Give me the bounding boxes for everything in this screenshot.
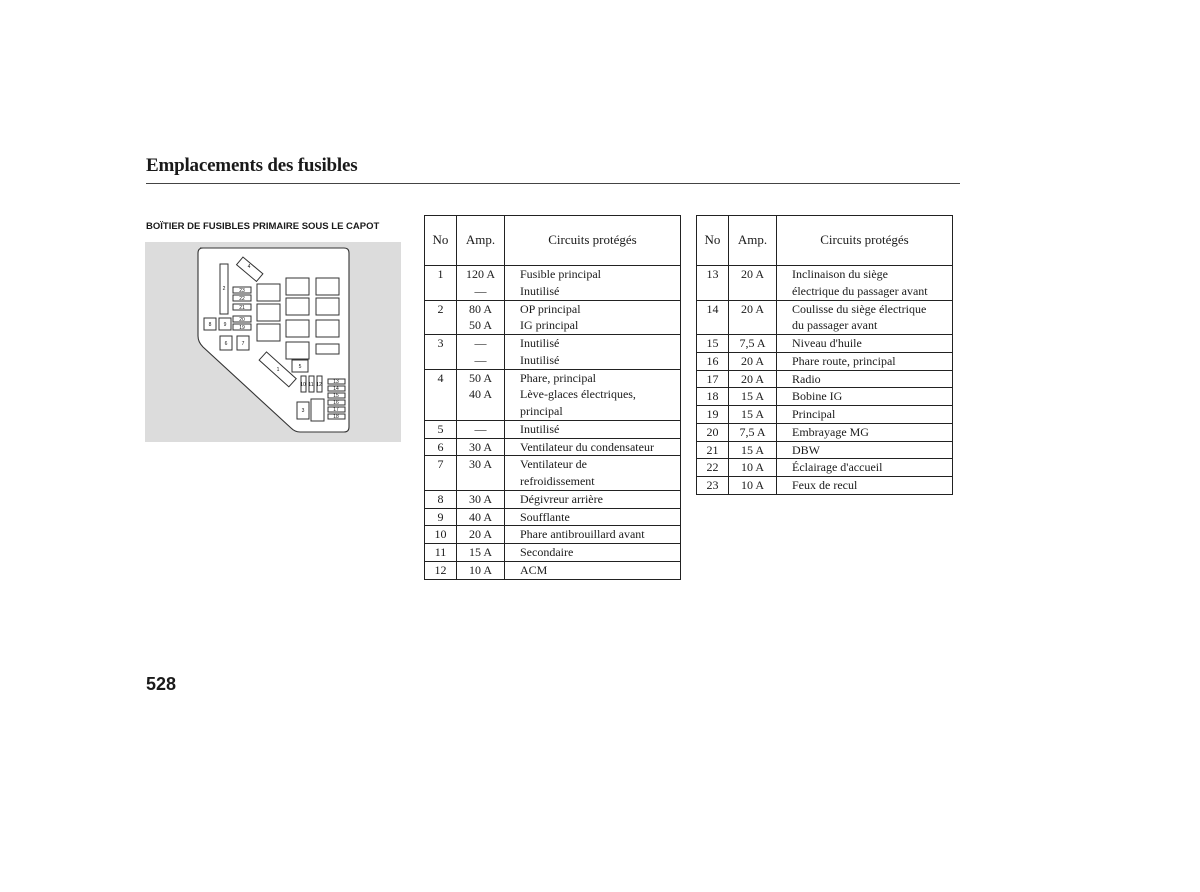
table-row xyxy=(425,386,681,403)
amperage-cell: 20 A xyxy=(729,266,777,283)
col-header-circuits: Circuits protégés xyxy=(777,216,953,266)
circuit-cell: Fusible principal xyxy=(505,266,681,283)
fuse-label: 21 xyxy=(239,305,245,311)
amperage-cell: 40 A xyxy=(457,508,505,526)
circuit-cell: électrique du passager avant xyxy=(777,283,953,300)
fuse-number-cell: 17 xyxy=(697,370,729,388)
table-row xyxy=(697,317,953,334)
fuse-label: 9 xyxy=(223,322,227,328)
amperage-cell: 15 A xyxy=(729,441,777,459)
fuse-label: 23 xyxy=(239,288,245,294)
circuit-cell: ACM xyxy=(505,561,681,579)
page-title: Emplacements des fusibles xyxy=(146,155,358,176)
circuit-cell: Inclinaison du siège xyxy=(777,266,953,283)
col-header-amp: Amp. xyxy=(457,216,505,266)
amperage-cell: 20 A xyxy=(729,300,777,317)
fuse-number-cell: 9 xyxy=(425,508,457,526)
table-row xyxy=(425,300,681,317)
table-row xyxy=(697,441,953,459)
col-header-no: No xyxy=(697,216,729,266)
amperage-cell: 20 A xyxy=(729,370,777,388)
fuse-label: 1 xyxy=(276,367,280,373)
fuse-number-cell: 23 xyxy=(697,477,729,495)
fuse-number-cell xyxy=(425,317,457,334)
table-row xyxy=(425,561,681,579)
col-header-circuits: Circuits protégés xyxy=(505,216,681,266)
table-row xyxy=(425,508,681,526)
fuse-label: 20 xyxy=(239,317,245,323)
amperage-cell xyxy=(457,403,505,420)
circuit-cell: refroidissement xyxy=(505,473,681,490)
circuit-cell: IG principal xyxy=(505,317,681,334)
table-row xyxy=(697,459,953,477)
circuit-cell: Phare antibrouillard avant xyxy=(505,526,681,544)
fuse-label: 18 xyxy=(333,414,339,420)
relay-block xyxy=(286,298,309,315)
fuse-number-cell: 18 xyxy=(697,388,729,406)
fuse-number-cell: 1 xyxy=(425,266,457,283)
fuse-box-diagram xyxy=(145,242,401,442)
circuit-cell: Lève-glaces électriques, xyxy=(505,386,681,403)
fuse-label: 10 xyxy=(300,382,306,388)
table-row xyxy=(425,526,681,544)
amperage-cell: — xyxy=(457,420,505,438)
fuse-number-cell: 16 xyxy=(697,352,729,370)
fuse-number-cell: 12 xyxy=(425,561,457,579)
col-header-no: No xyxy=(425,216,457,266)
table-row xyxy=(697,423,953,441)
section-subtitle: BOÏTIER DE FUSIBLES PRIMAIRE SOUS LE CAPOT xyxy=(146,221,380,232)
title-divider xyxy=(146,183,960,184)
amperage-cell: 50 A xyxy=(457,317,505,334)
fuse-number-cell: 15 xyxy=(697,335,729,353)
fuse-label: 16 xyxy=(333,400,339,406)
table-header-row xyxy=(697,216,953,266)
relay-block xyxy=(286,320,309,337)
circuit-cell: du passager avant xyxy=(777,317,953,334)
amperage-cell: 30 A xyxy=(457,490,505,508)
relay-block xyxy=(316,320,339,337)
fuse-table-left xyxy=(424,215,681,580)
amperage-cell xyxy=(729,317,777,334)
relay-block xyxy=(257,304,280,321)
amperage-cell: 50 A xyxy=(457,369,505,386)
table-row xyxy=(697,406,953,424)
page-number: 528 xyxy=(146,674,177,694)
table-row xyxy=(425,473,681,490)
table-row xyxy=(697,388,953,406)
amperage-cell: 10 A xyxy=(729,477,777,495)
fuse-number-cell: 20 xyxy=(697,423,729,441)
fuse-number-cell: 22 xyxy=(697,459,729,477)
fuse-number-cell: 13 xyxy=(697,266,729,283)
amperage-cell: 120 A xyxy=(457,266,505,283)
amperage-cell: — xyxy=(457,352,505,369)
fuse-label: 5 xyxy=(298,364,302,370)
circuit-cell: Radio xyxy=(777,370,953,388)
fuse-number-cell xyxy=(697,317,729,334)
amperage-cell: 15 A xyxy=(457,544,505,562)
table-row xyxy=(697,370,953,388)
circuit-cell: Éclairage d'accueil xyxy=(777,459,953,477)
table-row xyxy=(425,266,681,283)
table-row xyxy=(697,352,953,370)
fuse-number-cell xyxy=(425,403,457,420)
fuse-3-housing xyxy=(311,399,324,421)
fuse-number-cell xyxy=(425,386,457,403)
circuit-cell: Bobine IG xyxy=(777,388,953,406)
circuit-cell: Niveau d'huile xyxy=(777,335,953,353)
relay-block xyxy=(316,298,339,315)
relay-block xyxy=(257,324,280,341)
amperage-cell xyxy=(729,283,777,300)
amperage-cell: 15 A xyxy=(729,388,777,406)
table-row xyxy=(425,283,681,300)
fuse-number-cell: 4 xyxy=(425,369,457,386)
fuse-number-cell xyxy=(425,352,457,369)
fuse-table-right xyxy=(696,215,953,495)
circuit-cell: Inutilisé xyxy=(505,420,681,438)
fuse-number-cell: 6 xyxy=(425,438,457,456)
amperage-cell: 10 A xyxy=(729,459,777,477)
table-row xyxy=(425,438,681,456)
fuse-number-cell: 14 xyxy=(697,300,729,317)
fuse-number-cell: 21 xyxy=(697,441,729,459)
fuse-label: 11 xyxy=(308,382,314,388)
amperage-cell: — xyxy=(457,283,505,300)
fuse-number-cell: 2 xyxy=(425,300,457,317)
circuit-cell: Embrayage MG xyxy=(777,423,953,441)
fuse-number-cell: 8 xyxy=(425,490,457,508)
fuse-label: 17 xyxy=(333,407,339,413)
table-row xyxy=(425,369,681,386)
amperage-cell: 30 A xyxy=(457,456,505,473)
circuit-cell: Ventilateur de xyxy=(505,456,681,473)
table-row xyxy=(425,490,681,508)
table-row xyxy=(425,420,681,438)
circuit-cell: Phare route, principal xyxy=(777,352,953,370)
table-row xyxy=(697,266,953,283)
fuse-label: 4 xyxy=(247,264,251,270)
table-row xyxy=(425,456,681,473)
fuse-label: 8 xyxy=(208,322,212,328)
table-row xyxy=(425,544,681,562)
table-row xyxy=(425,317,681,334)
col-header-amp: Amp. xyxy=(729,216,777,266)
relay-block xyxy=(286,342,309,359)
fuse-number-cell xyxy=(697,283,729,300)
amperage-cell: — xyxy=(457,335,505,352)
fuse-label: 3 xyxy=(301,408,305,414)
circuit-cell: Feux de recul xyxy=(777,477,953,495)
fuse-label: 7 xyxy=(241,341,245,347)
fuse-label: 19 xyxy=(239,325,245,331)
relay-block xyxy=(286,278,309,295)
relay-block xyxy=(316,278,339,295)
amperage-cell: 10 A xyxy=(457,561,505,579)
table-row xyxy=(697,477,953,495)
circuit-cell: DBW xyxy=(777,441,953,459)
amperage-cell: 15 A xyxy=(729,406,777,424)
amperage-cell xyxy=(457,473,505,490)
table-row xyxy=(425,352,681,369)
fuse-number-cell: 5 xyxy=(425,420,457,438)
amperage-cell: 30 A xyxy=(457,438,505,456)
circuit-cell: Inutilisé xyxy=(505,283,681,300)
relay-block xyxy=(257,284,280,301)
fuse-number-cell: 11 xyxy=(425,544,457,562)
fuse-number-cell: 7 xyxy=(425,456,457,473)
circuit-cell: Secondaire xyxy=(505,544,681,562)
amperage-cell: 80 A xyxy=(457,300,505,317)
circuit-cell: Dégivreur arrière xyxy=(505,490,681,508)
table-row xyxy=(425,403,681,420)
fuse-label: 2 xyxy=(222,286,226,292)
amperage-cell: 20 A xyxy=(457,526,505,544)
relay-block xyxy=(316,344,339,354)
circuit-cell: Inutilisé xyxy=(505,352,681,369)
fuse-box-drawing xyxy=(145,242,401,442)
amperage-cell: 40 A xyxy=(457,386,505,403)
fuse-number-cell: 19 xyxy=(697,406,729,424)
fuse-label: 22 xyxy=(239,296,245,302)
fuse-number-cell xyxy=(425,283,457,300)
table-row xyxy=(697,300,953,317)
fuse-label: 12 xyxy=(316,382,322,388)
circuit-cell: Ventilateur du condensateur xyxy=(505,438,681,456)
fuse-label: 13 xyxy=(333,379,339,385)
fuse-label: 15 xyxy=(333,393,339,399)
circuit-cell: Phare, principal xyxy=(505,369,681,386)
circuit-cell: Coulisse du siège électrique xyxy=(777,300,953,317)
amperage-cell: 20 A xyxy=(729,352,777,370)
fuse-number-cell: 3 xyxy=(425,335,457,352)
circuit-cell: Principal xyxy=(777,406,953,424)
table-header-row xyxy=(425,216,681,266)
fuse-label: 14 xyxy=(333,386,339,392)
circuit-cell: Soufflante xyxy=(505,508,681,526)
fuse-number-cell xyxy=(425,473,457,490)
table-row xyxy=(425,335,681,352)
circuit-cell: OP principal xyxy=(505,300,681,317)
amperage-cell: 7,5 A xyxy=(729,423,777,441)
table-row xyxy=(697,335,953,353)
amperage-cell: 7,5 A xyxy=(729,335,777,353)
fuse-number-cell: 10 xyxy=(425,526,457,544)
circuit-cell: Inutilisé xyxy=(505,335,681,352)
circuit-cell: principal xyxy=(505,403,681,420)
table-row xyxy=(697,283,953,300)
fuse-label: 6 xyxy=(224,341,228,347)
